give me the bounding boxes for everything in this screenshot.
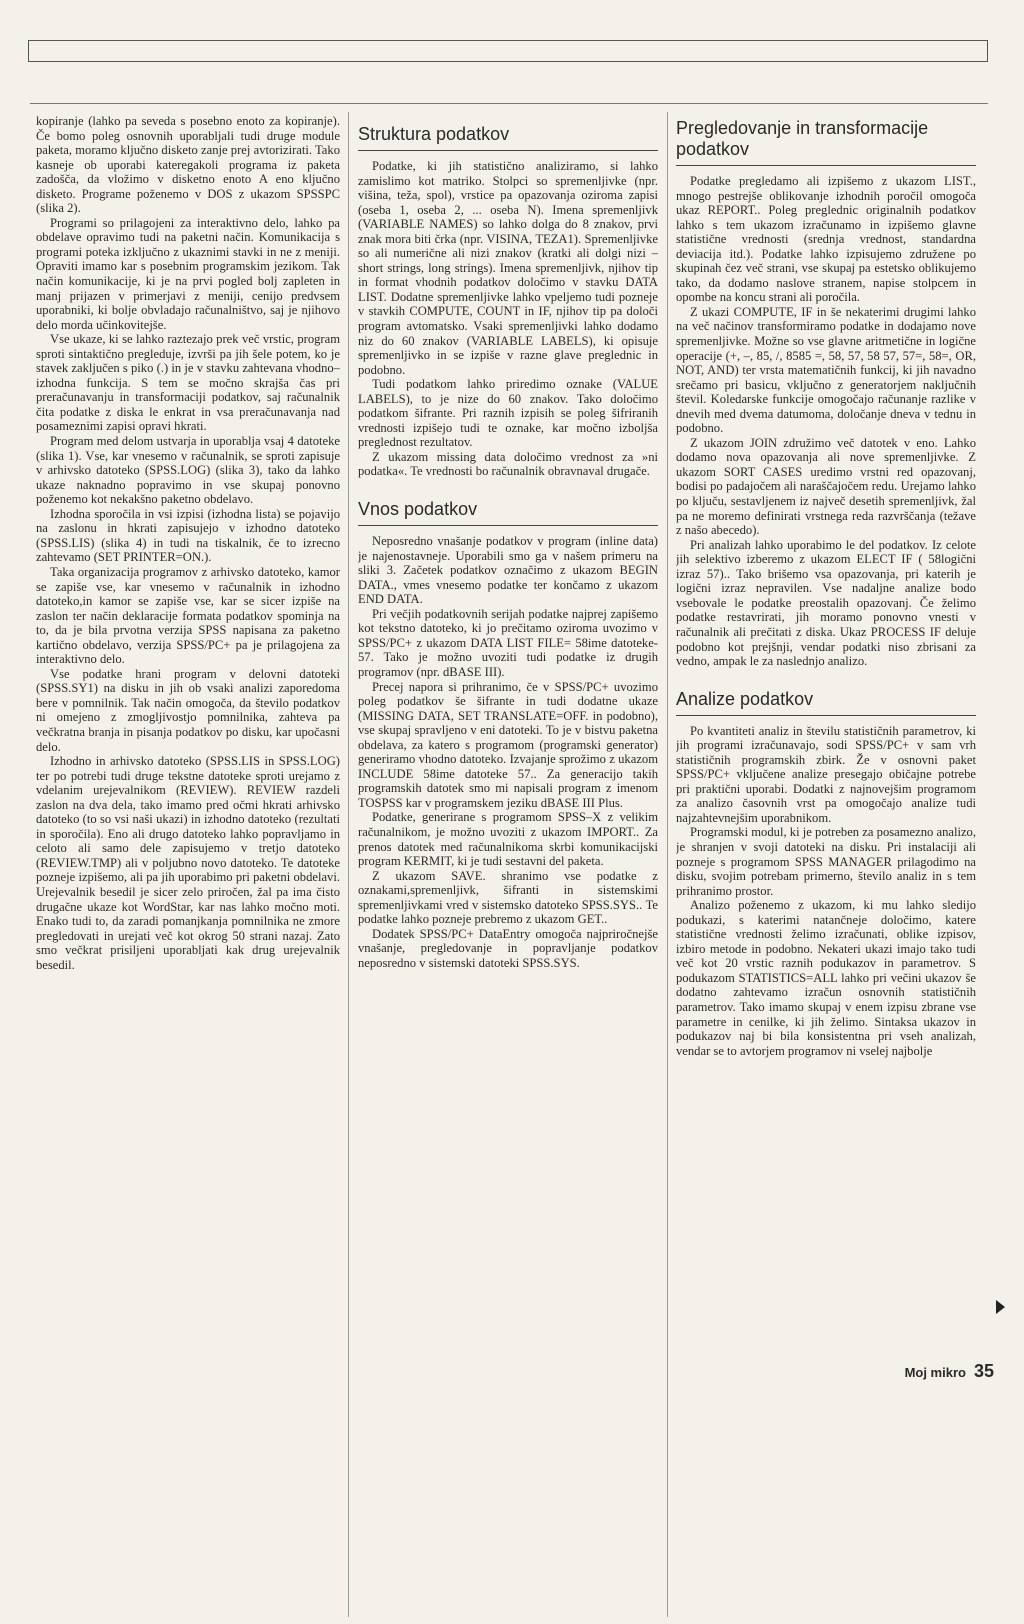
paragraph: Z ukazi COMPUTE, IF in še nekaterimi drugimi lahko na več načinov transformiramo podatke in dodajamo nove spremenljivke. Možne so vse glavne aritmetične in logične operacije (+, –, 85, /, 8585 =, 58, 57, 58 57, 57=, 58=, OR, NOT, AND) ter vrsta matematičnih funkcij, ki jih navadno srečamo pri basicu, vključno z generatorjem naključnih števil. Koledarske funkcije omogočajo računanje razlike v dnevih med dvema datumoma, določanje dneva v tednu in podobno. [676, 304, 976, 436]
paragraph: Podatke, ki jih statistično analiziramo, si lahko zamislimo kot matriko. Stolpci so spremenljivke (npr. višina, teža, spol), vrstice pa opazovanja oziroma zapisi (oseba 1, oseba 2, ... oseba N). Imena spremenljivk (VARIABLE NAMES) so lahko dolga do 8 znakov, prvi znak mora biti črka (npr. VISINA, TEZA1). Spremenljivke so ali numerične ali nizi znakov (kratki ali dolgi nizi – short strings, long strings). Imena spremenljivk, njihov tip in format vhodnih podatkov določimo v stavku DATA LIST. Dodatne spremenljivke lahko vpeljemo tudi pozneje v stavkih COMPUTE, COUNT in IF, njihov tip pa določi program avtomatsko. Vsaki spremenljivki lahko dodamo niz do 60 znakov (VARIABLE LABELS), ki opisuje spremenljivko in se izpiše v razne glave preglednic in podobno. [358, 159, 658, 377]
paragraph: Podatke pregledamo ali izpišemo z ukazom LIST., mnogo pestrejše oblikovanje izhodnih poročil omogoča ukaz REPORT.. Poleg preglednic originalnih podatkov lahko s tem ukazom izračunamo in izpišemo glavne statistične vrednosti (srednja vrednost, standardna deviacija itd.). Podatke lahko izpisujemo združene po skupinah čez več strani, vse skupaj pa estetsko oblikujemo tako, da dodamo naslove stranem, napise stolpcem in opombe na koncu strani ali poročila. [676, 174, 976, 305]
paragraph: kopiranje (lahko pa seveda s posebno enoto za kopiranje). Če bomo poleg osnovnih uporabljali tudi druge module paketa, moramo ključno disketo zanje prej avtorizirati. Tako kasneje ob uporabi kateregakoli programa iz paketa zadošča, da vložimo v disketno enoto A eno ključno disketo. Programe poženemo v DOS z ukazom SPSSPC (slika 2). [36, 114, 340, 216]
continue-arrow-icon [996, 1300, 1005, 1314]
paragraph: Po kvantiteti analiz in številu statističnih parametrov, ki jih programi izračunavajo, sodi SPSS/PC+ v sam vrh statističnih programskih zbirk. Že v osnovni paket SPSS/PC+ vključene analize presegajo običajne potrebe pri praktični uporabi. Dodatki z najnovejšim programom za analizo časovnih vrst pa omogočajo analize tudi najzahtevnejšim uporabnikom. [676, 723, 976, 825]
paragraph: Vse ukaze, ki se lahko raztezajo prek več vrstic, program sproti sintaktično pregleduje, izvrši pa jih šele potem, ko je stavek zaključen s piko (.) in je v stavku zahtevana vhodno–izhodna funkcija. S tem se močno skrajša čas pri preračunavanju in transformaciji podatkov, saj računalnik čita podatke z diska le enkrat in vsa preračunavanja nad posameznimi zapisi opravi hkrati. [36, 332, 340, 434]
page-number: 35 [973, 1361, 994, 1381]
paragraph: Taka organizacija programov z arhivsko datoteko, kamor se zapiše vse, kar vnesemo v računalnik in izhodno datoteko,in kamor se zapiše vse, kar se sicer izpiše na zaslon ter način deklaracije formata podatkov spominja na to, da je bila prvotna verzija SPSS napisana za paketno kartično obdelavo, verzija SPSS/PC+ pa je prilagojena za interaktivno delo. [36, 564, 340, 667]
paragraph: Precej napora si prihranimo, če v SPSS/PC+ uvozimo poleg podatkov še šifrante in tudi dodatne ukaze (MISSING DATA, SET TRANSLATE=OFF. in podobno), vse skupaj spravljeno v eni datoteki. To je v bistvu paketna obdelava, za katero s programom (programski generator) generiramo vhodno datoteko. Izvajanje sprožimo z ukazom INCLUDE 58ime datoteke 57.. Za generacijo takih programskih datotek smo mi napisali program z imenom TOSPSS kar v programskem jeziku dBASE III Plus. [358, 679, 658, 810]
page-footer [905, 1361, 994, 1382]
paragraph: Dodatek SPSS/PC+ DataEntry omogoča najpriročnejše vnašanje, pregledovanje in popravljanje podatkov neposredno v sistemski datoteki SPSS.SYS. [358, 926, 658, 970]
column-separator [348, 112, 349, 1617]
paragraph: Izhodno in arhivsko datoteko (SPSS.LIS in SPSS.LOG) ter po potrebi tudi druge tekstne datoteke sproti urejamo z vdelanim urejevalnikom (REVIEW). REVIEW razdeli zaslon na dva dela, tako imamo pred očmi hkrati arhivsko datoteko (to so vsi naši ukazi) in izhodno datoteko (rezultati in sporočila). Eno ali drugo datoteko lahko popravljamo in celoto ali samo dele zapisujemo v tretjo datoteko (REVIEW.TMP) ali v poljubno novo datoteko. Te datoteke pozneje izpišemo, ali pa jih uporabimo pri paketni obdelavi. Urejevalnik besedil je sicer zelo priročen, žal pa ima čisto drugačne ukaze kot WordStar, kar nas lahko močno moti. Enako tudi to, da zaradi pomanjkanja pomnilnika ne zmore pregledovati in urejati več kot okrog 50 strani nazaj. Zato smo večkrat prisiljeni uporabljati kak drug urejevalnik besedil. [36, 754, 340, 972]
paragraph: Z ukazom SAVE. shranimo vse podatke z oznakami,spremenljivk, šifranti in sistemskimi spremenljivkami vred v sistemsko datoteko SPSS.SYS.. Te podatke lahko pozneje prebremo z ukazom GET.. [358, 868, 658, 927]
paragraph: Z ukazom missing data določimo vrednost za »ni podatka«. Te vrednosti bo računalnik obravnaval drugače. [358, 449, 658, 479]
section-heading: Pregledovanje in transformacije podatkov [676, 118, 976, 166]
top-rule [30, 103, 988, 104]
paragraph: Z ukazom JOIN združimo več datotek v eno. Lahko dodamo nova opazovanja ali nove spremenljivke. Z ukazom SORT CASES uredimo vrstni red opazovanj, bodisi po padajočem ali naraščajočem redu. Urejamo lahko po ključu, sestavljenem iz največ desetih spremenljivk, žal pa ne moremo definirati vrstnega reda razvrščanja (težave z našo abecedo). [676, 435, 976, 538]
paragraph: Programi so prilagojeni za interaktivno delo, lahko pa obdelave opravimo tudi na paketni način. Komunikacija s programi poteka izključno z ukaznimi stavki in ne z meniji. Opraviti imamo kar s posebnim programskim jezikom. Tak način komunikacije, ki je na prvi pogled bolj zapleten in manj prijazen v primerjavi z meniji, cenijo predvsem uporabniki, ki bolje obvladajo računalništvo, saj je njihovo delo morda učinkovitejše. [36, 215, 340, 332]
paragraph: Pri analizah lahko uporabimo le del podatkov. Iz celote jih selektivo izberemo z ukazom ELECT IF ( 58logični izraz 57).. Tako brišemo vsa opazovanja, pri katerih je logični izraz nepravilen. Vse nadaljne analize bodo vsebovale le podatke preostalih opazovanj. Če želimo podatke restavrirati, jih moramo ponovno vnesti v računalnik ali prečitati z diska. Ukaz PROCESS IF deluje podobno kot prejšnji, vendar podatki niso zbrisani za vedno, ampak le za naslednjo analizo. [676, 537, 976, 669]
column-2 [358, 114, 658, 1624]
paragraph: Programski modul, ki je potreben za posamezno analizo, je shranjen v svoji datoteki na disku. Pri instalaciji ali pozneje s programom SPSS MANAGER prilagodimo na disku, svojim potrebam primerno, število analiz in s tem prihranimo prostor. [676, 825, 976, 898]
column-1 [36, 114, 340, 1624]
magazine-name: Moj mikro [904, 1365, 966, 1380]
top-frame [28, 40, 988, 62]
section-heading: Vnos podatkov [358, 499, 658, 526]
paragraph: Program med delom ustvarja in uporablja vsaj 4 datoteke (slika 1). Vse, kar vnesemo v računalnik, se sproti zapisuje v arhivsko datoteko (SPSS.LOG) (slika 3), tako da lahko ukaze naknadno popravimo in vse skupaj ponovno poženemo kot nekakšno paketno obdelavo. [36, 434, 340, 507]
paragraph: Pri večjih podatkovnih serijah podatke najprej zapišemo kot tekstno datoteko, ki jo prečitamo oziroma uvozimo v SPSS/PC+ z ukazom DATA LIST FILE= 58ime datoteke- 57. Tako je možno uvoziti tudi podatke iz drugih programov (npr. dBASE III). [358, 606, 658, 679]
paragraph: Izhodna sporočila in vsi izpisi (izhodna lista) se pojavijo na zaslonu in hkrati zapisujejo v izhodno datoteko (SPSS.LIS) (slika 4) in tudi na tiskalnik, če to izrecno zahtevamo (SET PRINTER=ON.). [36, 506, 340, 565]
paragraph: Tudi podatkom lahko priredimo oznake (VALUE LABELS), to je nize do 60 znakov. Tako določimo podatkom šifrante. Pri raznih izpisih se poleg šifriranih vrednosti izpišejo tudi te oznake, kar močno izboljša preglednost rezultatov. [358, 377, 658, 450]
section-heading: Analize podatkov [676, 689, 976, 716]
section-heading: Struktura podatkov [358, 124, 658, 151]
paragraph: Vse podatke hrani program v delovni datoteki (SPSS.SY1) na disku in jih ob vsaki analizi zaporedoma bere v pomnilnik. Tak način omogoča, da število podatkov ni omejeno z zmogljivostjo pomnilnika, zahteva pa večkratna branja in pisanja podatkov po disku, kar upočasni delo. [36, 666, 340, 754]
column-3 [676, 114, 976, 1624]
paragraph: Analizo poženemo z ukazom, ki mu lahko sledijo podukazi, s katerimi natančneje določimo, katere statistične vrednosti želimo izračunati, oblike izpisov, izbiro metode in podobno. Nekateri ukazi imajo tako tudi več kot 20 vrstic raznih podukazov in parametrov. S podukazom STATISTICS=ALL lahko pri večini ukazov še dodatno zahtevamo izračun osnovnih statističnih parametrov. Tako imamo skupaj v enem izpisu zbrane vse parametre in cenilke, ki jih želimo. Sintaksa ukazov in podukazov naj bi bila konsistentna pri vseh analizah, vendar se to avtorjem programov ni vselej najbolje [676, 898, 976, 1058]
column-separator [667, 112, 668, 1617]
paragraph: Podatke, generirane s programom SPSS–X z velikim računalnikom, je možno uvoziti z ukazom IMPORT.. Za prenos datotek med računalnikoma skrbi komunikacijski program KERMIT, ki je tudi sestavni del paketa. [358, 810, 658, 869]
paragraph: Neposredno vnašanje podatkov v program (inline data) je najenostavneje. Uporabili smo ga v našem primeru na sliki 3. Začetek podatkov označimo z ukazom BEGIN DATA., vmes vnesemo podatke ter končamo z ukazom END DATA. [358, 534, 658, 607]
